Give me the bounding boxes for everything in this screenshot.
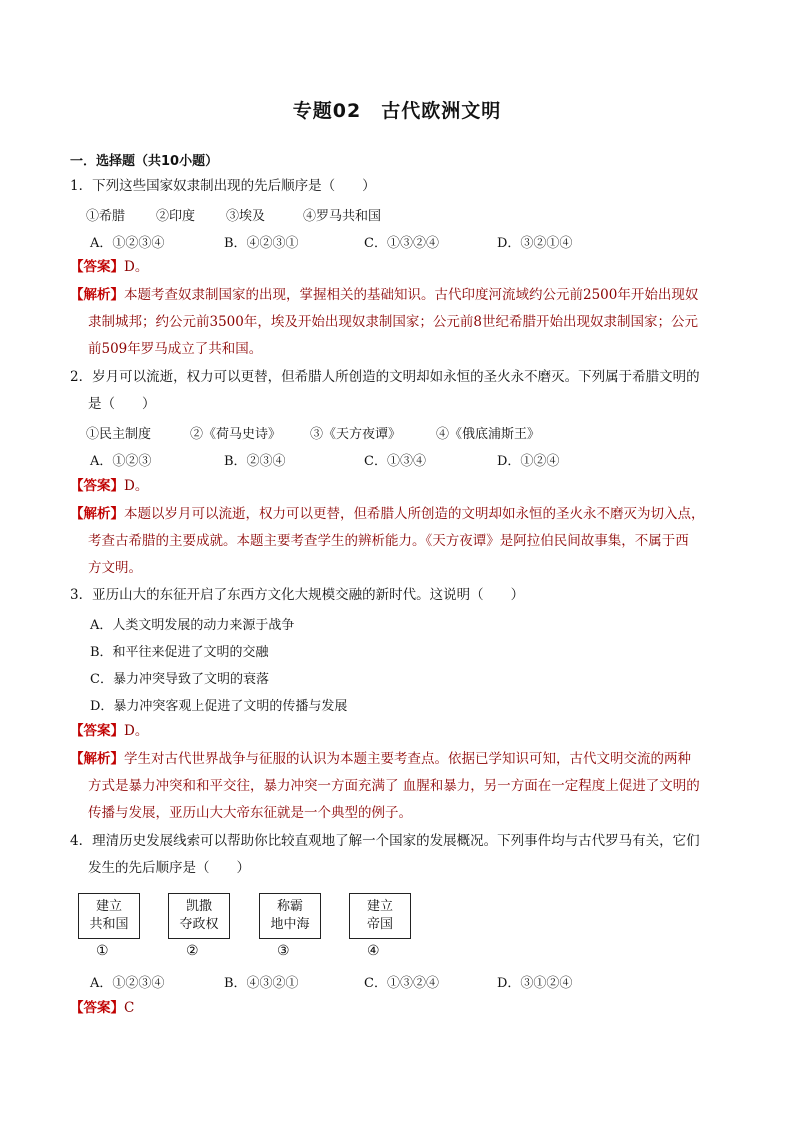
q4-event-2-line-1: 凯撒	[185, 899, 212, 914]
q4-event-number-4: ④	[367, 943, 380, 959]
q1-analysis-line-2: 隶制城邦；约公元前3500年，埃及开始出现奴隶制国家；公元前8世纪希腊开始出现奴隶制国家；公元	[88, 314, 698, 330]
q4-answer	[70, 999, 134, 1017]
q2-stem-line-1: 2．岁月可以流逝，权力可以更替，但希腊人所创造的文明却如永恒的圣火永不磨灭。下列属于希腊文明的	[70, 369, 700, 385]
q2-answer-value: D。	[124, 478, 149, 494]
q3-option-b: B．和平往来促进了文明的交融	[90, 645, 269, 660]
q2-option-d: D．①②④	[497, 454, 560, 469]
q2-item-4: ④《俄底浦斯王》	[436, 427, 541, 442]
q4-event-number-3: ③	[277, 943, 290, 959]
q2-analysis-line-1	[70, 505, 705, 523]
q4-event-box-1	[78, 893, 140, 939]
q1-analysis-line-3: 前509年罗马成立了共和国。	[88, 341, 263, 357]
answer-label: 【答案】	[70, 478, 124, 494]
q4-event-box-3	[259, 893, 321, 939]
q1-option-a: A．①②③④	[90, 236, 165, 251]
q2-option-b: B．②③④	[224, 454, 286, 469]
q4-answer-value: C	[124, 1000, 135, 1016]
answer-label: 【答案】	[70, 723, 124, 739]
q4-stem-line-2: 发生的先后顺序是（ ）	[88, 860, 250, 876]
analysis-label: 【解析】	[70, 506, 124, 522]
analysis-label: 【解析】	[70, 287, 124, 303]
q3-analysis-text-1: 学生对古代世界战争与征服的认识为本题主要考查点。依据已学知识可知，古代文明交流的两种	[124, 751, 691, 767]
q2-item-2: ②《荷马史诗》	[190, 427, 282, 442]
q1-analysis-line-1	[70, 286, 698, 304]
q3-answer	[70, 722, 148, 740]
q1-analysis-text-1: 本题考查奴隶制国家的出现，掌握相关的基础知识。古代印度河流域约公元前2500年开始出现奴	[124, 287, 699, 303]
q4-event-3-line-1: 称霸	[276, 899, 303, 914]
q1-option-b: B．④②③①	[224, 236, 299, 251]
q2-analysis-line-3: 方文明。	[88, 560, 142, 576]
q1-answer	[70, 258, 148, 276]
q3-stem: 3．亚历山大的东征开启了东西方文化大规模交融的新时代。这说明（ ）	[70, 587, 525, 603]
analysis-label: 【解析】	[70, 751, 124, 767]
q4-event-4-line-1: 建立	[366, 899, 393, 914]
q3-option-c: C．暴力冲突导致了文明的衰落	[90, 672, 269, 687]
q1-item-1: ①希腊	[86, 209, 126, 224]
q3-option-d: D．暴力冲突客观上促进了文明的传播与发展	[90, 699, 348, 714]
q4-event-number-2: ②	[186, 943, 199, 959]
q2-item-3: ③《天方夜谭》	[310, 427, 402, 442]
q3-analysis-line-1	[70, 750, 691, 768]
q4-event-2-line-2: 夺政权	[179, 917, 219, 932]
q2-analysis-line-2: 考查古希腊的主要成就。本题主要考查学生的辨析能力。《天方夜谭》是阿拉伯民间故事集，不属于西	[88, 533, 689, 549]
q1-option-d: D．③②①④	[497, 236, 573, 251]
q2-analysis-text-1: 本题以岁月可以流逝，权力可以更替，但希腊人所创造的文明却如永恒的圣火永不磨灭为切入点，	[124, 506, 705, 522]
q3-option-a: A．人类文明发展的动力来源于战争	[90, 618, 295, 633]
q2-answer	[70, 477, 148, 495]
q4-event-number-1: ①	[96, 943, 109, 959]
section-heading: 一．选择题（共10小题）	[70, 154, 219, 169]
q2-stem-line-2: 是（ ）	[88, 396, 156, 412]
q3-analysis-line-3: 传播与发展，亚历山大大帝东征就是一个典型的例子。	[88, 805, 412, 821]
q4-event-1-line-1: 建立	[95, 899, 122, 914]
q2-item-1: ①民主制度	[86, 427, 152, 442]
q4-event-3-line-2: 地中海	[270, 917, 310, 932]
page-title: 专题02 古代欧洲文明	[292, 100, 502, 122]
answer-label: 【答案】	[70, 259, 124, 275]
q4-event-box-4	[349, 893, 411, 939]
q3-analysis-line-2: 方式是暴力冲突和和平交往，暴力冲突一方面充满了 血腥和暴力，另一方面在一定程度上促进了文明的	[88, 778, 700, 794]
q4-option-d: D．③①②④	[497, 976, 573, 991]
q4-event-box-2	[168, 893, 230, 939]
q1-option-c: C．①③②④	[364, 236, 439, 251]
q1-item-4: ④罗马共和国	[303, 209, 382, 224]
q2-option-c: C．①③④	[364, 454, 426, 469]
q2-option-a: A．①②③	[90, 454, 152, 469]
q4-stem-line-1: 4．理清历史发展线索可以帮助你比较直观地了解一个国家的发展概况。下列事件均与古代罗马有关，它们	[70, 833, 700, 849]
q4-event-4-line-2: 帝国	[366, 917, 393, 932]
q3-answer-value: D。	[124, 723, 149, 739]
q4-event-1-line-2: 共和国	[89, 917, 129, 932]
q1-item-3: ③埃及	[226, 209, 266, 224]
q4-option-a: A．①②③④	[90, 976, 165, 991]
q4-option-b: B．④③②①	[224, 976, 299, 991]
q4-option-c: C．①③②④	[364, 976, 439, 991]
q1-item-2: ②印度	[156, 209, 196, 224]
answer-label: 【答案】	[70, 1000, 124, 1016]
q1-answer-value: D。	[124, 259, 149, 275]
q1-stem: 1．下列这些国家奴隶制出现的先后顺序是（ ）	[70, 178, 376, 194]
